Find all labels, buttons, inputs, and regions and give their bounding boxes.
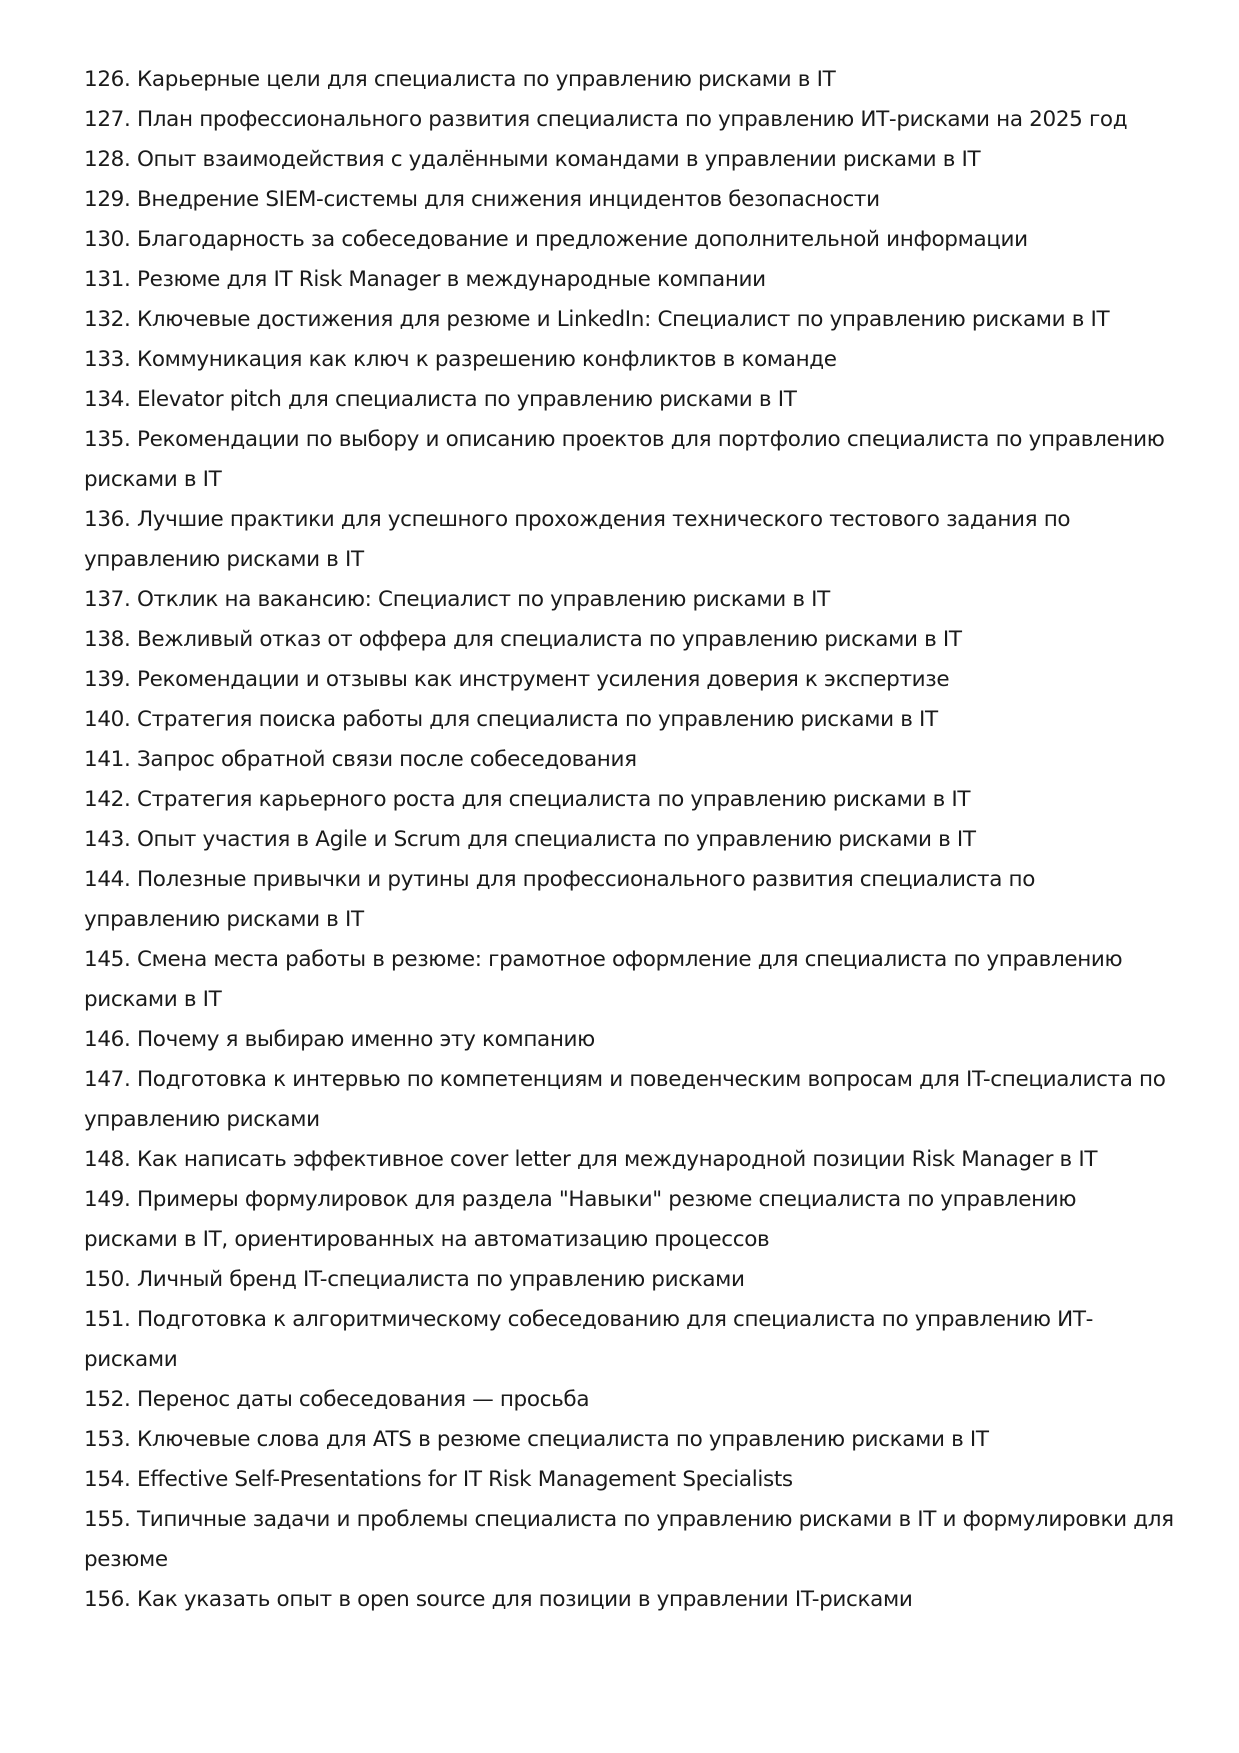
item-number: 133. — [84, 347, 131, 372]
list-item — [84, 380, 1174, 420]
item-title: Коммуникация как ключ к разрешению конфликтов в команде — [136, 347, 837, 372]
item-title: Отклик на вакансию: Специалист по управлению рисками в IT — [136, 587, 830, 612]
item-number: 129. — [84, 187, 131, 212]
item-number: 140. — [84, 707, 131, 732]
list-item — [84, 420, 1174, 500]
item-title: Опыт участия в Agile и Scrum для специалиста по управлению рисками в IT — [136, 827, 976, 852]
item-title: Ключевые слова для ATS в резюме специалиста по управлению рисками в IT — [136, 1427, 989, 1452]
item-number: 151. — [84, 1307, 131, 1332]
item-title: Подготовка к интервью по компетенциям и поведенческим вопросам для IT-специалиста по управлению рисками — [84, 1067, 1166, 1132]
list-item — [84, 260, 1174, 300]
list-item — [84, 1180, 1174, 1260]
item-number: 149. — [84, 1187, 131, 1212]
item-title: Примеры формулировок для раздела "Навыки" резюме специалиста по управлению рисками в IT, ориентированных на автоматизацию процессов — [84, 1187, 1077, 1252]
item-number: 152. — [84, 1387, 131, 1412]
topic-list — [84, 60, 1174, 1620]
item-title: Полезные привычки и рутины для профессионального развития специалиста по управлению рисками в IT — [84, 867, 1036, 932]
item-number: 134. — [84, 387, 131, 412]
item-title: Подготовка к алгоритмическому собеседованию для специалиста по управлению ИТ-рисками — [84, 1307, 1094, 1372]
item-number: 141. — [84, 747, 131, 772]
item-number: 128. — [84, 147, 131, 172]
item-number: 156. — [84, 1587, 131, 1612]
item-title: Elevator pitch для специалиста по управлению рисками в IT — [136, 387, 797, 412]
item-title: План профессионального развития специалиста по управлению ИТ-рисками на 2025 год — [136, 107, 1128, 132]
list-item — [84, 940, 1174, 1020]
list-item — [84, 580, 1174, 620]
item-title: Ключевые достижения для резюме и LinkedIn: Специалист по управлению рисками в IT — [136, 307, 1110, 332]
list-item — [84, 1500, 1174, 1580]
item-title: Рекомендации и отзывы как инструмент усиления доверия к экспертизе — [136, 667, 950, 692]
list-item — [84, 1420, 1174, 1460]
item-number: 131. — [84, 267, 131, 292]
list-item — [84, 660, 1174, 700]
list-item — [84, 1380, 1174, 1420]
item-number: 144. — [84, 867, 131, 892]
list-item — [84, 1580, 1174, 1620]
item-number: 147. — [84, 1067, 131, 1092]
list-item — [84, 300, 1174, 340]
item-title: Внедрение SIEM-системы для снижения инцидентов безопасности — [136, 187, 880, 212]
item-number: 145. — [84, 947, 131, 972]
document-page — [84, 60, 1174, 1620]
item-title: Рекомендации по выбору и описанию проектов для портфолио специалиста по управлению рисками в IT — [84, 427, 1165, 492]
item-number: 135. — [84, 427, 131, 452]
item-number: 153. — [84, 1427, 131, 1452]
list-item — [84, 1460, 1174, 1500]
item-number: 150. — [84, 1267, 131, 1292]
list-item — [84, 700, 1174, 740]
item-title: Effective Self-Presentations for IT Risk Management Specialists — [136, 1467, 793, 1492]
item-title: Как написать эффективное cover letter для международной позиции Risk Manager в IT — [136, 1147, 1098, 1172]
item-title: Типичные задачи и проблемы специалиста по управлению рисками в IT и формулировки для резюме — [84, 1507, 1174, 1572]
list-item — [84, 60, 1174, 100]
list-item — [84, 1300, 1174, 1380]
item-number: 148. — [84, 1147, 131, 1172]
item-title: Почему я выбираю именно эту компанию — [136, 1027, 595, 1052]
list-item — [84, 340, 1174, 380]
item-number: 143. — [84, 827, 131, 852]
item-number: 154. — [84, 1467, 131, 1492]
item-title: Как указать опыт в open source для позиции в управлении IT-рисками — [136, 1587, 913, 1612]
list-item — [84, 780, 1174, 820]
item-title: Вежливый отказ от оффера для специалиста по управлению рисками в IT — [136, 627, 962, 652]
list-item — [84, 100, 1174, 140]
item-number: 146. — [84, 1027, 131, 1052]
list-item — [84, 1060, 1174, 1140]
item-number: 127. — [84, 107, 131, 132]
item-number: 139. — [84, 667, 131, 692]
item-number: 132. — [84, 307, 131, 332]
item-number: 137. — [84, 587, 131, 612]
item-number: 155. — [84, 1507, 131, 1532]
item-number: 142. — [84, 787, 131, 812]
item-number: 136. — [84, 507, 131, 532]
list-item — [84, 820, 1174, 860]
list-item — [84, 220, 1174, 260]
item-title: Личный бренд IT-специалиста по управлению рисками — [136, 1267, 745, 1292]
list-item — [84, 1020, 1174, 1060]
item-title: Благодарность за собеседование и предложение дополнительной информации — [136, 227, 1028, 252]
item-title: Перенос даты собеседования — просьба — [136, 1387, 590, 1412]
item-title: Карьерные цели для специалиста по управлению рисками в IT — [136, 67, 836, 92]
item-number: 130. — [84, 227, 131, 252]
item-title: Запрос обратной связи после собеседования — [136, 747, 637, 772]
item-title: Опыт взаимодействия с удалёнными командами в управлении рисками в IT — [136, 147, 981, 172]
list-item — [84, 1140, 1174, 1180]
list-item — [84, 180, 1174, 220]
item-title: Смена места работы в резюме: грамотное оформление для специалиста по управлению рисками в IT — [84, 947, 1123, 1012]
item-title: Резюме для IT Risk Manager в международные компании — [136, 267, 766, 292]
list-item — [84, 620, 1174, 660]
list-item — [84, 860, 1174, 940]
item-number: 126. — [84, 67, 131, 92]
list-item — [84, 500, 1174, 580]
list-item — [84, 140, 1174, 180]
item-title: Лучшие практики для успешного прохождения технического тестового задания по управлению рисками в IT — [84, 507, 1071, 572]
item-number: 138. — [84, 627, 131, 652]
list-item — [84, 1260, 1174, 1300]
list-item — [84, 740, 1174, 780]
item-title: Стратегия карьерного роста для специалиста по управлению рисками в IT — [136, 787, 971, 812]
item-title: Стратегия поиска работы для специалиста по управлению рисками в IT — [136, 707, 938, 732]
